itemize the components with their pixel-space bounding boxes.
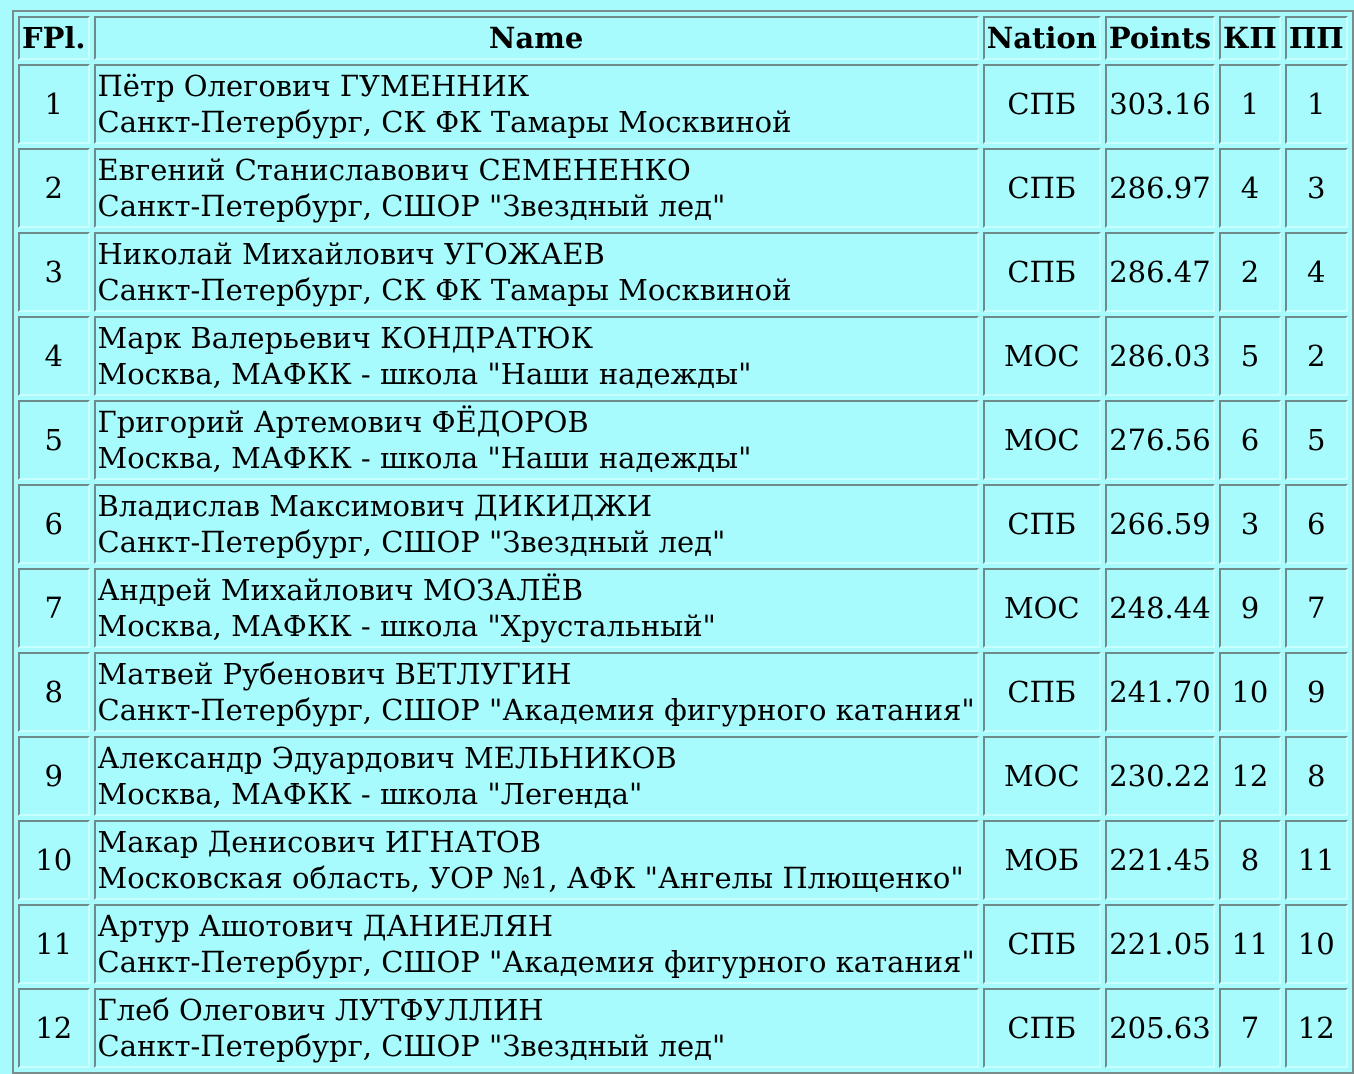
points-cell: 286.97 <box>1105 148 1215 228</box>
skater-cell <box>94 736 979 816</box>
nation-cell: СПБ <box>983 484 1101 564</box>
header-points: Points <box>1105 16 1215 60</box>
header-pp: ПП <box>1285 16 1348 60</box>
kp-cell: 9 <box>1219 568 1281 648</box>
skater-club: Санкт-Петербург, СШОР "Академия фигурного катания" <box>97 945 975 979</box>
pp-cell: 7 <box>1285 568 1348 648</box>
skater-cell <box>94 148 979 228</box>
table-row <box>18 232 1348 312</box>
place-cell: 8 <box>18 652 90 732</box>
place-cell: 7 <box>18 568 90 648</box>
table-body <box>18 64 1348 1068</box>
pp-cell: 1 <box>1285 64 1348 144</box>
skater-cell <box>94 988 979 1068</box>
place-cell: 6 <box>18 484 90 564</box>
skater-club: Москва, МАФКК - школа "Наши надежды" <box>97 441 752 475</box>
nation-cell: СПБ <box>983 64 1101 144</box>
skater-cell <box>94 400 979 480</box>
pp-cell: 11 <box>1285 820 1348 900</box>
nation-cell: МОБ <box>983 820 1101 900</box>
table-header <box>18 16 1348 60</box>
skater-name: Макар Денисович ИГНАТОВ <box>97 825 542 859</box>
kp-cell: 12 <box>1219 736 1281 816</box>
kp-cell: 3 <box>1219 484 1281 564</box>
points-cell: 230.22 <box>1105 736 1215 816</box>
place-cell: 10 <box>18 820 90 900</box>
skater-club: Санкт-Петербург, СК ФК Тамары Москвиной <box>97 273 792 307</box>
place-cell: 1 <box>18 64 90 144</box>
skater-cell <box>94 64 979 144</box>
nation-cell: МОС <box>983 736 1101 816</box>
kp-cell: 1 <box>1219 64 1281 144</box>
table-row <box>18 820 1348 900</box>
skater-club: Москва, МАФКК - школа "Легенда" <box>97 777 643 811</box>
place-cell: 2 <box>18 148 90 228</box>
skater-name: Григорий Артемович ФЁДОРОВ <box>97 405 589 439</box>
place-cell: 11 <box>18 904 90 984</box>
header-nation: Nation <box>983 16 1101 60</box>
pp-cell: 2 <box>1285 316 1348 396</box>
skater-club: Санкт-Петербург, СШОР "Звездный лед" <box>97 1029 726 1063</box>
kp-cell: 5 <box>1219 316 1281 396</box>
place-cell: 5 <box>18 400 90 480</box>
skater-club: Санкт-Петербург, СК ФК Тамары Москвиной <box>97 105 792 139</box>
place-cell: 4 <box>18 316 90 396</box>
kp-cell: 10 <box>1219 652 1281 732</box>
skater-name: Матвей Рубенович ВЕТЛУГИН <box>97 657 572 691</box>
skater-club: Московская область, УОР №1, АФК "Ангелы Плющенко" <box>97 861 964 895</box>
header-place: FPl. <box>18 16 90 60</box>
header-name: Name <box>94 16 979 60</box>
pp-cell: 9 <box>1285 652 1348 732</box>
nation-cell: МОС <box>983 316 1101 396</box>
skater-name: Артур Ашотович ДАНИЕЛЯН <box>97 909 554 943</box>
skater-club: Москва, МАФКК - школа "Хрустальный" <box>97 609 716 643</box>
nation-cell: СПБ <box>983 904 1101 984</box>
table-row <box>18 988 1348 1068</box>
pp-cell: 10 <box>1285 904 1348 984</box>
skater-club: Москва, МАФКК - школа "Наши надежды" <box>97 357 752 391</box>
kp-cell: 4 <box>1219 148 1281 228</box>
skater-cell <box>94 820 979 900</box>
nation-cell: СПБ <box>983 232 1101 312</box>
points-cell: 241.70 <box>1105 652 1215 732</box>
skater-cell <box>94 652 979 732</box>
points-cell: 221.05 <box>1105 904 1215 984</box>
skater-name: Владислав Максимович ДИКИДЖИ <box>97 489 653 523</box>
skater-cell <box>94 316 979 396</box>
nation-cell: МОС <box>983 400 1101 480</box>
place-cell: 3 <box>18 232 90 312</box>
results-table <box>12 10 1354 1074</box>
points-cell: 286.47 <box>1105 232 1215 312</box>
skater-name: Андрей Михайлович МОЗАЛЁВ <box>97 573 584 607</box>
kp-cell: 8 <box>1219 820 1281 900</box>
skater-cell <box>94 484 979 564</box>
nation-cell: СПБ <box>983 988 1101 1068</box>
points-cell: 266.59 <box>1105 484 1215 564</box>
table-row <box>18 736 1348 816</box>
table-row <box>18 484 1348 564</box>
kp-cell: 6 <box>1219 400 1281 480</box>
skater-name: Пётр Олегович ГУМЕННИК <box>97 69 530 103</box>
skater-cell <box>94 904 979 984</box>
table-row <box>18 400 1348 480</box>
nation-cell: СПБ <box>983 148 1101 228</box>
skater-name: Глеб Олегович ЛУТФУЛЛИН <box>97 993 544 1027</box>
place-cell: 9 <box>18 736 90 816</box>
place-cell: 12 <box>18 988 90 1068</box>
skater-cell <box>94 568 979 648</box>
table-row <box>18 652 1348 732</box>
skater-club: Санкт-Петербург, СШОР "Звездный лед" <box>97 189 726 223</box>
kp-cell: 7 <box>1219 988 1281 1068</box>
nation-cell: СПБ <box>983 652 1101 732</box>
table-row <box>18 904 1348 984</box>
pp-cell: 6 <box>1285 484 1348 564</box>
pp-cell: 12 <box>1285 988 1348 1068</box>
skater-name: Евгений Станиславович СЕМЕНЕНКО <box>97 153 691 187</box>
points-cell: 205.63 <box>1105 988 1215 1068</box>
skater-name: Николай Михайлович УГОЖАЕВ <box>97 237 605 271</box>
points-cell: 303.16 <box>1105 64 1215 144</box>
pp-cell: 8 <box>1285 736 1348 816</box>
pp-cell: 3 <box>1285 148 1348 228</box>
kp-cell: 2 <box>1219 232 1281 312</box>
kp-cell: 11 <box>1219 904 1281 984</box>
skater-name: Александр Эдуардович МЕЛЬНИКОВ <box>97 741 677 775</box>
points-cell: 276.56 <box>1105 400 1215 480</box>
points-cell: 221.45 <box>1105 820 1215 900</box>
table-row <box>18 148 1348 228</box>
header-kp: КП <box>1219 16 1281 60</box>
table-row <box>18 568 1348 648</box>
points-cell: 286.03 <box>1105 316 1215 396</box>
skater-club: Санкт-Петербург, СШОР "Звездный лед" <box>97 525 726 559</box>
pp-cell: 4 <box>1285 232 1348 312</box>
skater-name: Марк Валерьевич КОНДРАТЮК <box>97 321 594 355</box>
points-cell: 248.44 <box>1105 568 1215 648</box>
nation-cell: МОС <box>983 568 1101 648</box>
header-row <box>18 16 1348 60</box>
skater-club: Санкт-Петербург, СШОР "Академия фигурного катания" <box>97 693 975 727</box>
skater-cell <box>94 232 979 312</box>
table-row <box>18 64 1348 144</box>
pp-cell: 5 <box>1285 400 1348 480</box>
table-row <box>18 316 1348 396</box>
